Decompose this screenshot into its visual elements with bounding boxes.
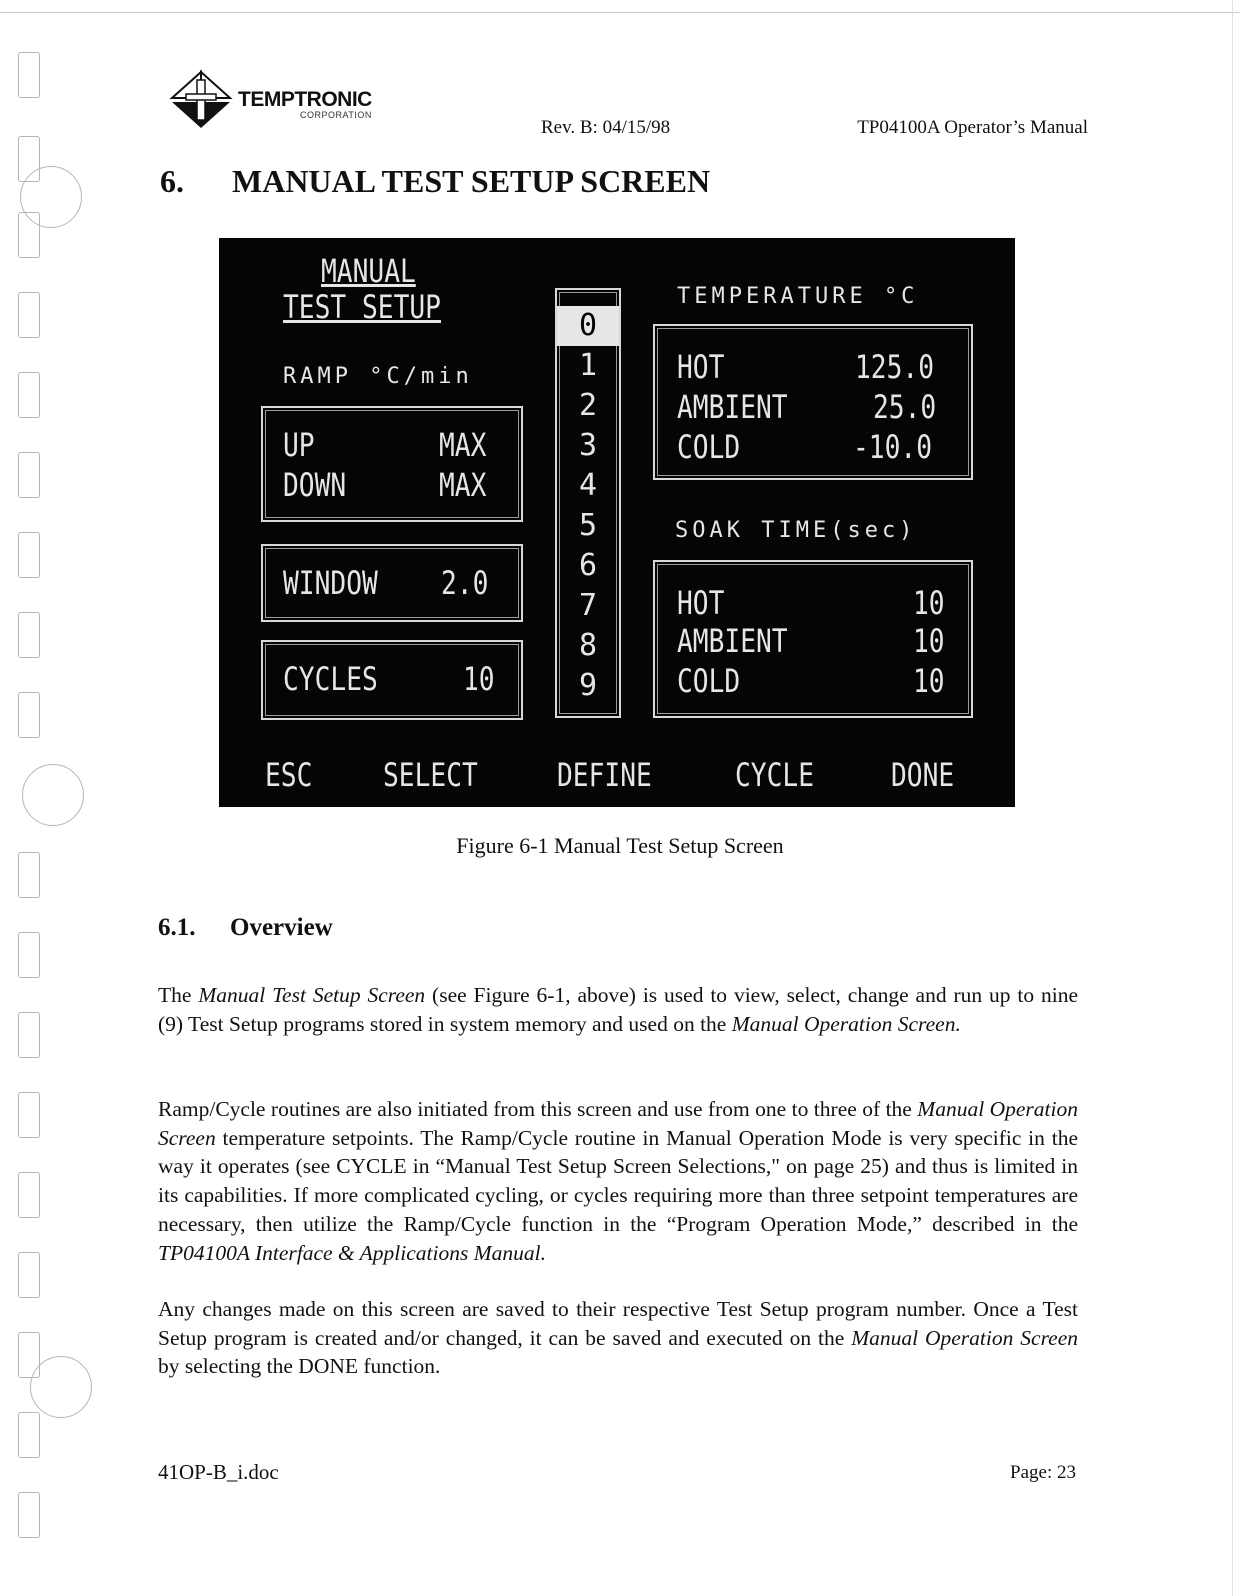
binder-ring: [30, 1356, 92, 1418]
right-rule: [1232, 0, 1233, 1596]
soak-hot-value: 10: [913, 584, 945, 622]
soak-ambient-value: 10: [913, 622, 945, 660]
ramp-label: RAMP °C/min: [283, 364, 473, 389]
paragraph-1: The Manual Test Setup Screen (see Figure 6-1, above) is used to view, select, change and run up to nine (9) Test Setup programs stored in system memory and used on the Manual Operation Screen.: [158, 983, 1078, 1036]
program-number-1[interactable]: 1: [578, 348, 598, 383]
temperature-label: TEMPERATURE °C: [677, 284, 919, 309]
softkey-done[interactable]: DONE: [891, 756, 955, 794]
paragraph-3: Any changes made on this screen are saved to their respective Test Setup program number. Once a Test Setup program is created and/or changed, it can be saved and executed on the Manual Operation Screen by selecting the DONE function.: [158, 1297, 1078, 1379]
binder-hole: [18, 1492, 40, 1538]
section-number: 6.: [160, 163, 184, 199]
program-selector: [555, 288, 621, 718]
soak-hot-label: HOT: [677, 584, 725, 622]
binder-hole: [18, 1092, 40, 1138]
binder-hole: [18, 292, 40, 338]
program-number-0[interactable]: 0: [557, 306, 619, 346]
program-number-3[interactable]: 3: [578, 428, 598, 463]
temp-ambient-label: AMBIENT: [677, 388, 788, 426]
binder-hole: [18, 1412, 40, 1458]
softkey-define[interactable]: DEFINE: [557, 756, 652, 794]
program-number-6[interactable]: 6: [578, 548, 598, 583]
screen-title-line2: TEST SETUP: [283, 288, 441, 326]
program-number-7[interactable]: 7: [578, 588, 598, 623]
binder-hole: [18, 212, 40, 258]
ramp-down-label: DOWN: [283, 466, 347, 504]
cycles-label: CYCLES: [283, 660, 378, 698]
program-number-list: [557, 306, 619, 706]
soak-time-label: SOAK TIME(sec): [675, 518, 917, 543]
soak-ambient-label: AMBIENT: [677, 622, 788, 660]
ramp-down-value: MAX: [439, 466, 487, 504]
screen-title-line1: MANUAL: [321, 252, 416, 290]
top-rule: [0, 12, 1240, 13]
softkey-esc[interactable]: ESC: [265, 756, 313, 794]
company-name: TEMPTRONIC: [238, 88, 372, 111]
program-number-2[interactable]: 2: [578, 388, 598, 423]
softkey-select[interactable]: SELECT: [383, 756, 478, 794]
section-title: MANUAL TEST SETUP SCREEN: [232, 163, 711, 199]
binder-hole: [18, 612, 40, 658]
temptronic-logo-icon: [168, 70, 234, 130]
window-value: 2.0: [441, 564, 489, 602]
binder-hole: [18, 1252, 40, 1298]
binder-hole: [18, 1012, 40, 1058]
binder-hole: [18, 452, 40, 498]
binder-hole: [18, 692, 40, 738]
program-number-4[interactable]: 4: [578, 468, 598, 503]
soak-cold-value: 10: [913, 662, 945, 700]
paragraph-2: Ramp/Cycle routines are also initiated from this screen and use from one to three of the Manual Operation Screen temperature setpoints. The Ramp/Cycle routine in Manual Operation Mode is very specific in the way it operates (see CYCLE in “Manual Test Setup Screen Selections," on page 25) and thus is limited in its capabilities. If more complicated cycling, or cycles requiring more than three setpoint temperatures are necessary, then utilize the Ramp/Cycle function in the “Program Operation Mode,” described in the TP04100A Interface & Applications Manual.: [158, 1097, 1078, 1265]
revision-date: Rev. B: 04/15/98: [541, 117, 671, 138]
subsection-number: 6.1.: [158, 914, 196, 941]
window-label: WINDOW: [283, 564, 378, 602]
manual-test-setup-screen: [219, 238, 1015, 807]
temp-ambient-value: 25.0: [873, 388, 937, 426]
temp-hot-label: HOT: [677, 348, 725, 386]
binder-hole: [18, 1172, 40, 1218]
ramp-up-value: MAX: [439, 426, 487, 464]
company-subtitle: CORPORATION: [300, 110, 372, 120]
binder-hole: [18, 372, 40, 418]
figure-caption: Figure 6-1 Manual Test Setup Screen: [456, 833, 784, 858]
binder-hole: [18, 52, 40, 98]
temp-cold-label: COLD: [677, 428, 741, 466]
binder-ring: [22, 764, 84, 826]
footer-filename: 41OP-B_i.doc: [158, 1460, 279, 1484]
binder-hole: [18, 532, 40, 578]
temp-cold-value: -10.0: [853, 428, 932, 466]
program-number-5[interactable]: 5: [578, 508, 598, 543]
program-number-9[interactable]: 9: [578, 668, 598, 703]
program-number-8[interactable]: 8: [578, 628, 598, 663]
ramp-up-label: UP: [283, 426, 315, 464]
temp-hot-value: 125.0: [855, 348, 934, 386]
soak-cold-label: COLD: [677, 662, 741, 700]
footer-page-number: Page: 23: [1010, 1462, 1076, 1483]
cycles-value: 10: [463, 660, 495, 698]
ramp-box: [261, 406, 523, 522]
binder-hole: [18, 932, 40, 978]
subsection-title: Overview: [230, 914, 333, 941]
softkey-cycle[interactable]: CYCLE: [735, 756, 814, 794]
manual-title: TP04100A Operator’s Manual: [857, 117, 1088, 138]
